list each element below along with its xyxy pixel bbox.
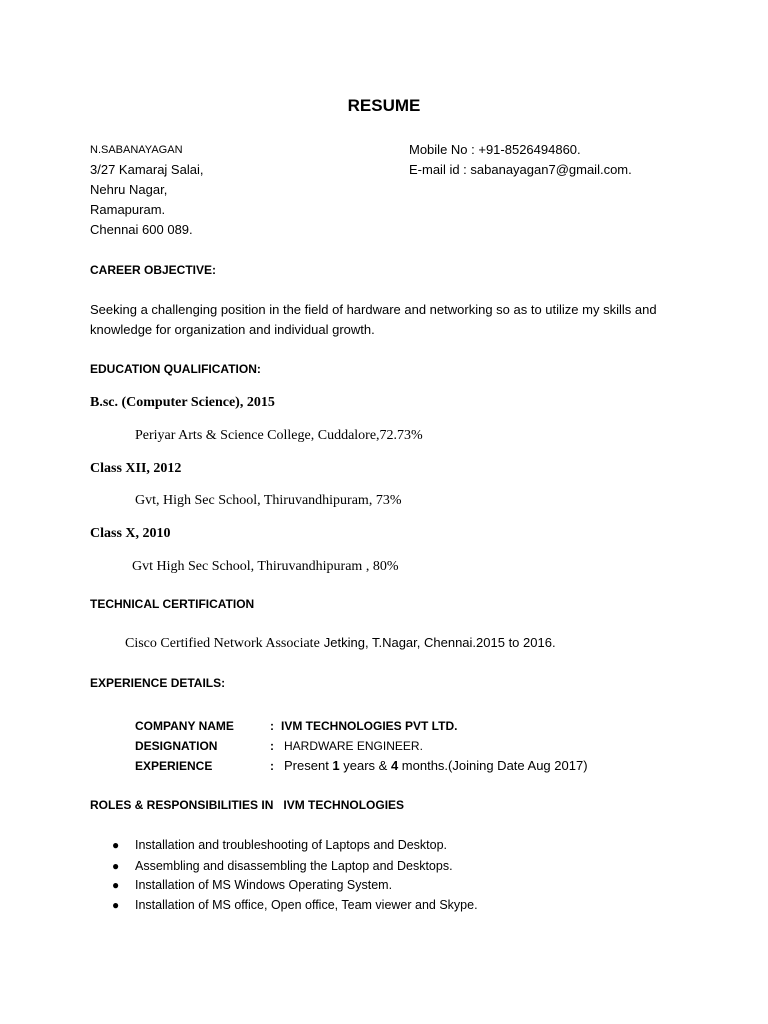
experience-value-part: years & bbox=[339, 758, 391, 773]
bullet-icon: ● bbox=[112, 878, 120, 892]
address-line-1: 3/27 Kamaraj Salai, bbox=[90, 162, 204, 177]
experience-separator: : bbox=[270, 719, 274, 733]
experience-value: IVM TECHNOLOGIES PVT LTD. bbox=[281, 719, 458, 733]
education-heading: EDUCATION QUALIFICATION: bbox=[90, 362, 261, 376]
address-line-3: Ramapuram. bbox=[90, 202, 166, 217]
experience-months: 4 bbox=[390, 758, 399, 773]
education-institution: Gvt, High Sec School, Thiruvandhipuram, 73% bbox=[135, 493, 402, 508]
experience-label: DESIGNATION bbox=[135, 739, 218, 753]
education-degree: Class XII, 2012 bbox=[90, 461, 182, 476]
page-title: RESUME bbox=[347, 96, 421, 115]
experience-years: 1 bbox=[332, 758, 340, 773]
career-objective-text: Seeking a challenging position in the field of hardware and networking so as to utilize my skills and knowledge for organization and individual growth. bbox=[90, 302, 657, 337]
certification-name: Cisco Certified Network Associate bbox=[125, 636, 320, 651]
experience-separator: : bbox=[270, 759, 274, 773]
mobile-number: Mobile No : +91-8526494860. bbox=[409, 142, 581, 157]
experience-value-part: months.(Joining Date Aug 2017) bbox=[398, 758, 588, 773]
education-degree: B.sc. (Computer Science), 2015 bbox=[90, 395, 275, 410]
bullet-icon: ● bbox=[112, 898, 120, 912]
address-line-4: Chennai 600 089. bbox=[90, 222, 193, 237]
education-institution: Periyar Arts & Science College, Cuddalore,72.73% bbox=[135, 428, 423, 443]
experience-value bbox=[284, 756, 588, 776]
list-item: Installation and troubleshooting of Laptops and Desktop. bbox=[135, 838, 448, 852]
education-institution: Gvt High Sec School, Thiruvandhipuram , 80% bbox=[132, 559, 399, 574]
list-item: Assembling and disassembling the Laptop and Desktops. bbox=[135, 859, 453, 873]
experience-label: COMPANY NAME bbox=[135, 719, 234, 733]
roles-heading: ROLES & RESPONSIBILITIES IN IVM TECHNOLOGIES bbox=[90, 798, 405, 812]
bullet-icon: ● bbox=[112, 838, 120, 852]
email-address: E-mail id : sabanayagan7@gmail.com. bbox=[409, 162, 632, 177]
certification-heading: TECHNICAL CERTIFICATION bbox=[90, 597, 255, 611]
bullet-icon: ● bbox=[112, 859, 120, 873]
experience-value: HARDWARE ENGINEER. bbox=[284, 739, 423, 753]
certification-detail: Jetking, T.Nagar, Chennai.2015 to 2016. bbox=[323, 635, 556, 650]
list-item: Installation of MS office, Open office, Team viewer and Skype. bbox=[135, 898, 478, 912]
certification-line bbox=[125, 633, 556, 654]
address-line-2: Nehru Nagar, bbox=[90, 182, 168, 197]
list-item: Installation of MS Windows Operating System. bbox=[135, 878, 393, 892]
experience-label: EXPERIENCE bbox=[135, 759, 213, 773]
experience-value-part: Present bbox=[284, 758, 333, 773]
career-objective-heading: CAREER OBJECTIVE: bbox=[90, 263, 217, 277]
experience-separator: : bbox=[270, 739, 274, 753]
experience-heading: EXPERIENCE DETAILS: bbox=[90, 676, 226, 690]
candidate-name: N.SABANAYAGAN bbox=[90, 144, 183, 156]
education-degree: Class X, 2010 bbox=[90, 526, 171, 541]
